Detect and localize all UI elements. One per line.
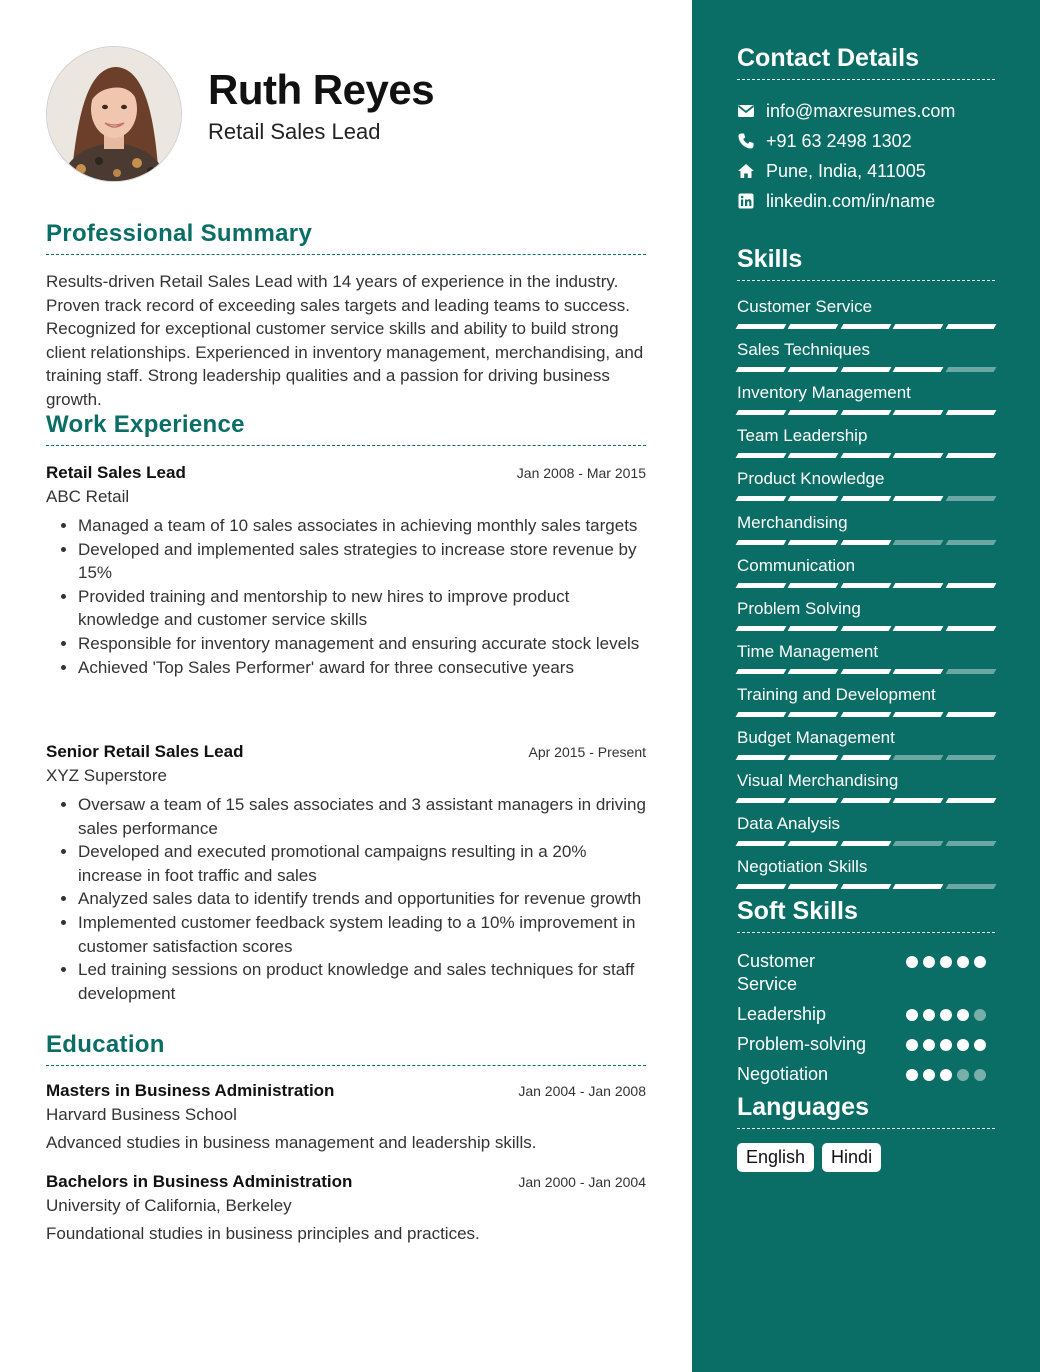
soft-skill-name: Leadership bbox=[737, 1004, 827, 1024]
skill-bar-segment bbox=[893, 841, 944, 846]
skill-bar-segment bbox=[945, 496, 996, 501]
skill-bar-segment bbox=[945, 453, 996, 458]
skill-item bbox=[737, 771, 995, 803]
skill-bar-segment bbox=[788, 496, 839, 501]
job-bullet: • Analyzed sales data to identify trends and opportunities for revenue growth bbox=[78, 887, 646, 911]
skill-bar-segment bbox=[736, 410, 787, 415]
job-dates: Jan 2008 - Mar 2015 bbox=[516, 465, 646, 481]
skill-bar-segment bbox=[840, 712, 891, 717]
rating-dot bbox=[906, 956, 918, 968]
phone-text: +91 63 2498 1302 bbox=[766, 130, 912, 151]
job-entry bbox=[46, 742, 646, 1005]
job-bullet: • Oversaw a team of 15 sales associates and 3 assistant managers in driving sales performance bbox=[78, 793, 646, 840]
rating-dot bbox=[974, 1009, 986, 1021]
skill-name: Problem Solving bbox=[737, 598, 861, 618]
education-desc: Advanced studies in business management and leadership skills. bbox=[46, 1133, 537, 1152]
summary-text: Results-driven Retail Sales Lead with 14 years of experience in the industry. Proven track record of exceeding sales targets and leading teams to success. Recognized for exceptional customer service skills and ability to build strong client relationships. Experienced in inventory management, merchandising, and training staff. Strong leadership qualities and a passion for driving business growth. bbox=[46, 272, 644, 409]
skill-name: Negotiation Skills bbox=[737, 857, 868, 877]
skill-item bbox=[737, 814, 995, 846]
degree: Bachelors in Business Administration bbox=[46, 1172, 353, 1191]
skill-bar-segment bbox=[945, 669, 996, 674]
skill-level-bar bbox=[737, 884, 995, 889]
job-bullet: • Developed and implemented sales strategies to increase store revenue by 15% bbox=[78, 538, 646, 585]
location-text: Pune, India, 411005 bbox=[766, 160, 926, 181]
contact-phone[interactable] bbox=[737, 126, 997, 156]
soft-skill-rating bbox=[906, 1009, 986, 1021]
contact-linkedin[interactable] bbox=[737, 186, 997, 216]
skill-bar-segment bbox=[736, 583, 787, 588]
skill-bar-segment bbox=[736, 712, 787, 717]
skill-bar-segment bbox=[840, 841, 891, 846]
job-role: Retail Sales Lead bbox=[46, 463, 186, 482]
skill-bar-segment bbox=[840, 496, 891, 501]
skill-bar-segment bbox=[736, 884, 787, 889]
skill-level-bar bbox=[737, 755, 995, 760]
skill-item bbox=[737, 556, 995, 588]
education-dates: Jan 2000 - Jan 2004 bbox=[518, 1174, 646, 1190]
skill-name: Training and Development bbox=[737, 684, 936, 704]
skill-bar-segment bbox=[893, 583, 944, 588]
school: University of California, Berkeley bbox=[46, 1196, 292, 1215]
sidebar bbox=[692, 0, 1040, 1372]
skill-name: Time Management bbox=[737, 641, 879, 661]
skill-bar-segment bbox=[945, 884, 996, 889]
languages-heading: Languages bbox=[737, 1093, 995, 1129]
soft-skill-rating bbox=[906, 1069, 986, 1081]
rating-dot bbox=[957, 1039, 969, 1051]
language-chip: Hindi bbox=[822, 1143, 881, 1172]
rating-dot bbox=[957, 956, 969, 968]
job-bullet: • Achieved 'Top Sales Performer' award for three consecutive years bbox=[78, 656, 646, 680]
skill-bar-segment bbox=[945, 324, 996, 329]
phone-icon bbox=[737, 132, 755, 150]
skill-bar-segment bbox=[840, 755, 891, 760]
skill-bar-segment bbox=[945, 841, 996, 846]
education-dates: Jan 2004 - Jan 2008 bbox=[518, 1083, 646, 1099]
skill-bar-segment bbox=[893, 410, 944, 415]
skill-bar-segment bbox=[788, 755, 839, 760]
skill-bar-segment bbox=[736, 324, 787, 329]
contact-location bbox=[737, 156, 997, 186]
skill-name: Inventory Management bbox=[737, 383, 911, 403]
skill-level-bar bbox=[737, 453, 995, 458]
skill-item bbox=[737, 642, 995, 674]
skill-bar-segment bbox=[788, 540, 839, 545]
skill-bar-segment bbox=[788, 798, 839, 803]
soft-skill-name: Customer Service bbox=[737, 951, 816, 994]
job-company: XYZ Superstore bbox=[46, 766, 167, 785]
skill-level-bar bbox=[737, 324, 995, 329]
skill-name: Product Knowledge bbox=[737, 469, 885, 489]
skill-item bbox=[737, 297, 995, 329]
skill-bar-segment bbox=[788, 841, 839, 846]
skill-bar-segment bbox=[736, 626, 787, 631]
skill-bar-segment bbox=[945, 712, 996, 717]
skill-level-bar bbox=[737, 540, 995, 545]
rating-dot bbox=[923, 956, 935, 968]
skill-bar-segment bbox=[840, 884, 891, 889]
skill-level-bar bbox=[737, 367, 995, 372]
education-heading: Education bbox=[46, 1031, 646, 1066]
skill-bar-segment bbox=[736, 496, 787, 501]
skill-name: Visual Merchandising bbox=[737, 771, 899, 791]
skill-bar-segment bbox=[736, 453, 787, 458]
job-company: ABC Retail bbox=[46, 487, 130, 506]
skill-bar-segment bbox=[736, 669, 787, 674]
language-chip: English bbox=[737, 1143, 814, 1172]
rating-dot bbox=[906, 1039, 918, 1051]
job-bullet: • Developed and executed promotional campaigns resulting in a 20% increase in foot traffic and sales bbox=[78, 840, 646, 887]
rating-dot bbox=[957, 1069, 969, 1081]
envelope-icon bbox=[737, 102, 755, 120]
skill-level-bar bbox=[737, 669, 995, 674]
education-entry bbox=[46, 1081, 646, 1153]
skill-item bbox=[737, 857, 995, 889]
skill-item bbox=[737, 340, 995, 372]
skill-bar-segment bbox=[788, 884, 839, 889]
candidate-title: Retail Sales Lead bbox=[208, 119, 381, 144]
rating-dot bbox=[923, 1009, 935, 1021]
skill-bar-segment bbox=[788, 712, 839, 717]
job-bullet: • Provided training and mentorship to new hires to improve product knowledge and customer service skills bbox=[78, 585, 646, 632]
education-entry bbox=[46, 1172, 646, 1244]
soft-skill-rating bbox=[906, 1039, 986, 1051]
skill-bar-segment bbox=[840, 798, 891, 803]
soft-skill-name: Problem-solving bbox=[737, 1034, 867, 1054]
skills-heading: Skills bbox=[737, 245, 995, 281]
linkedin-icon bbox=[737, 192, 755, 210]
skill-item bbox=[737, 513, 995, 545]
skill-name: Merchandising bbox=[737, 512, 848, 532]
skill-bar-segment bbox=[736, 755, 787, 760]
skill-item bbox=[737, 383, 995, 415]
rating-dot bbox=[923, 1039, 935, 1051]
skill-bar-segment bbox=[788, 626, 839, 631]
education-desc: Foundational studies in business principles and practices. bbox=[46, 1224, 480, 1243]
skill-name: Data Analysis bbox=[737, 814, 840, 834]
skill-bar-segment bbox=[893, 884, 944, 889]
soft-skill-rating bbox=[906, 956, 986, 968]
skill-level-bar bbox=[737, 410, 995, 415]
skill-bar-segment bbox=[788, 324, 839, 329]
contact-list bbox=[737, 96, 997, 216]
skill-bar-segment bbox=[840, 453, 891, 458]
rating-dot bbox=[974, 1069, 986, 1081]
skill-level-bar bbox=[737, 798, 995, 803]
contact-heading: Contact Details bbox=[737, 44, 995, 80]
skill-bar-segment bbox=[945, 626, 996, 631]
job-bullet: • Implemented customer feedback system leading to a 10% improvement in customer satisfaction scores bbox=[78, 911, 646, 958]
avatar bbox=[46, 46, 182, 182]
skill-bar-segment bbox=[893, 755, 944, 760]
skill-bar-segment bbox=[945, 410, 996, 415]
skill-bar-segment bbox=[893, 712, 944, 717]
skill-bar-segment bbox=[788, 583, 839, 588]
skill-name: Team Leadership bbox=[737, 426, 868, 446]
skill-item bbox=[737, 728, 995, 760]
job-bullet: • Led training sessions on product knowledge and sales techniques for staff development bbox=[78, 958, 646, 1005]
skill-bar-segment bbox=[893, 453, 944, 458]
soft-skills-heading: Soft Skills bbox=[737, 897, 995, 933]
job-role: Senior Retail Sales Lead bbox=[46, 742, 244, 761]
skill-bar-segment bbox=[788, 410, 839, 415]
skill-bar-segment bbox=[893, 496, 944, 501]
skill-bar-segment bbox=[840, 540, 891, 545]
skill-item bbox=[737, 469, 995, 501]
job-entry bbox=[46, 463, 646, 679]
language-list bbox=[737, 1143, 881, 1172]
home-icon bbox=[737, 162, 755, 180]
job-dates: Apr 2015 - Present bbox=[528, 744, 646, 760]
skill-bar-segment bbox=[893, 540, 944, 545]
rating-dot bbox=[940, 956, 952, 968]
skill-bar-segment bbox=[736, 798, 787, 803]
rating-dot bbox=[940, 1039, 952, 1051]
job-bullets bbox=[46, 514, 646, 679]
skill-bar-segment bbox=[893, 626, 944, 631]
rating-dot bbox=[923, 1069, 935, 1081]
skill-bar-segment bbox=[893, 324, 944, 329]
skill-bar-segment bbox=[945, 583, 996, 588]
experience-heading: Work Experience bbox=[46, 411, 646, 446]
contact-email[interactable] bbox=[737, 96, 997, 126]
skill-level-bar bbox=[737, 496, 995, 501]
rating-dot bbox=[974, 1039, 986, 1051]
skill-bar-segment bbox=[840, 324, 891, 329]
soft-skill-name: Negotiation bbox=[737, 1064, 829, 1084]
skill-bar-segment bbox=[945, 798, 996, 803]
job-bullet: • Managed a team of 10 sales associates in achieving monthly sales targets bbox=[78, 514, 646, 538]
skill-bar-segment bbox=[840, 669, 891, 674]
skill-bar-segment bbox=[945, 367, 996, 372]
rating-dot bbox=[974, 956, 986, 968]
avatar-portrait bbox=[47, 47, 181, 181]
skill-bar-segment bbox=[840, 410, 891, 415]
skill-bar-segment bbox=[893, 367, 944, 372]
skill-bar-segment bbox=[736, 540, 787, 545]
skill-bar-segment bbox=[945, 755, 996, 760]
job-bullet: • Responsible for inventory management and ensuring accurate stock levels bbox=[78, 632, 646, 656]
email-text: info@maxresumes.com bbox=[766, 100, 956, 121]
skill-bar-segment bbox=[840, 367, 891, 372]
rating-dot bbox=[940, 1069, 952, 1081]
skill-level-bar bbox=[737, 712, 995, 717]
skill-level-bar bbox=[737, 626, 995, 631]
skill-bar-segment bbox=[840, 583, 891, 588]
skill-bar-segment bbox=[945, 540, 996, 545]
summary-heading: Professional Summary bbox=[46, 220, 646, 255]
skill-bar-segment bbox=[736, 367, 787, 372]
skill-item bbox=[737, 599, 995, 631]
skill-level-bar bbox=[737, 583, 995, 588]
job-bullets bbox=[46, 793, 646, 1005]
skill-bar-segment bbox=[788, 669, 839, 674]
skill-bar-segment bbox=[893, 669, 944, 674]
skill-item bbox=[737, 426, 995, 458]
school: Harvard Business School bbox=[46, 1105, 237, 1124]
candidate-name: Ruth Reyes bbox=[208, 66, 435, 113]
skill-name: Communication bbox=[737, 555, 856, 575]
skill-bar-segment bbox=[893, 798, 944, 803]
degree: Masters in Business Administration bbox=[46, 1081, 335, 1100]
skill-item bbox=[737, 685, 995, 717]
rating-dot bbox=[906, 1009, 918, 1021]
rating-dot bbox=[957, 1009, 969, 1021]
skill-bar-segment bbox=[788, 367, 839, 372]
skill-level-bar bbox=[737, 841, 995, 846]
rating-dot bbox=[940, 1009, 952, 1021]
linkedin-text: linkedin.com/in/name bbox=[766, 190, 936, 211]
skill-name: Sales Techniques bbox=[737, 340, 870, 360]
skill-name: Customer Service bbox=[737, 297, 873, 316]
skill-bar-segment bbox=[736, 841, 787, 846]
skill-name: Budget Management bbox=[737, 728, 895, 747]
skill-bar-segment bbox=[840, 626, 891, 631]
skill-bar-segment bbox=[788, 453, 839, 458]
rating-dot bbox=[906, 1069, 918, 1081]
